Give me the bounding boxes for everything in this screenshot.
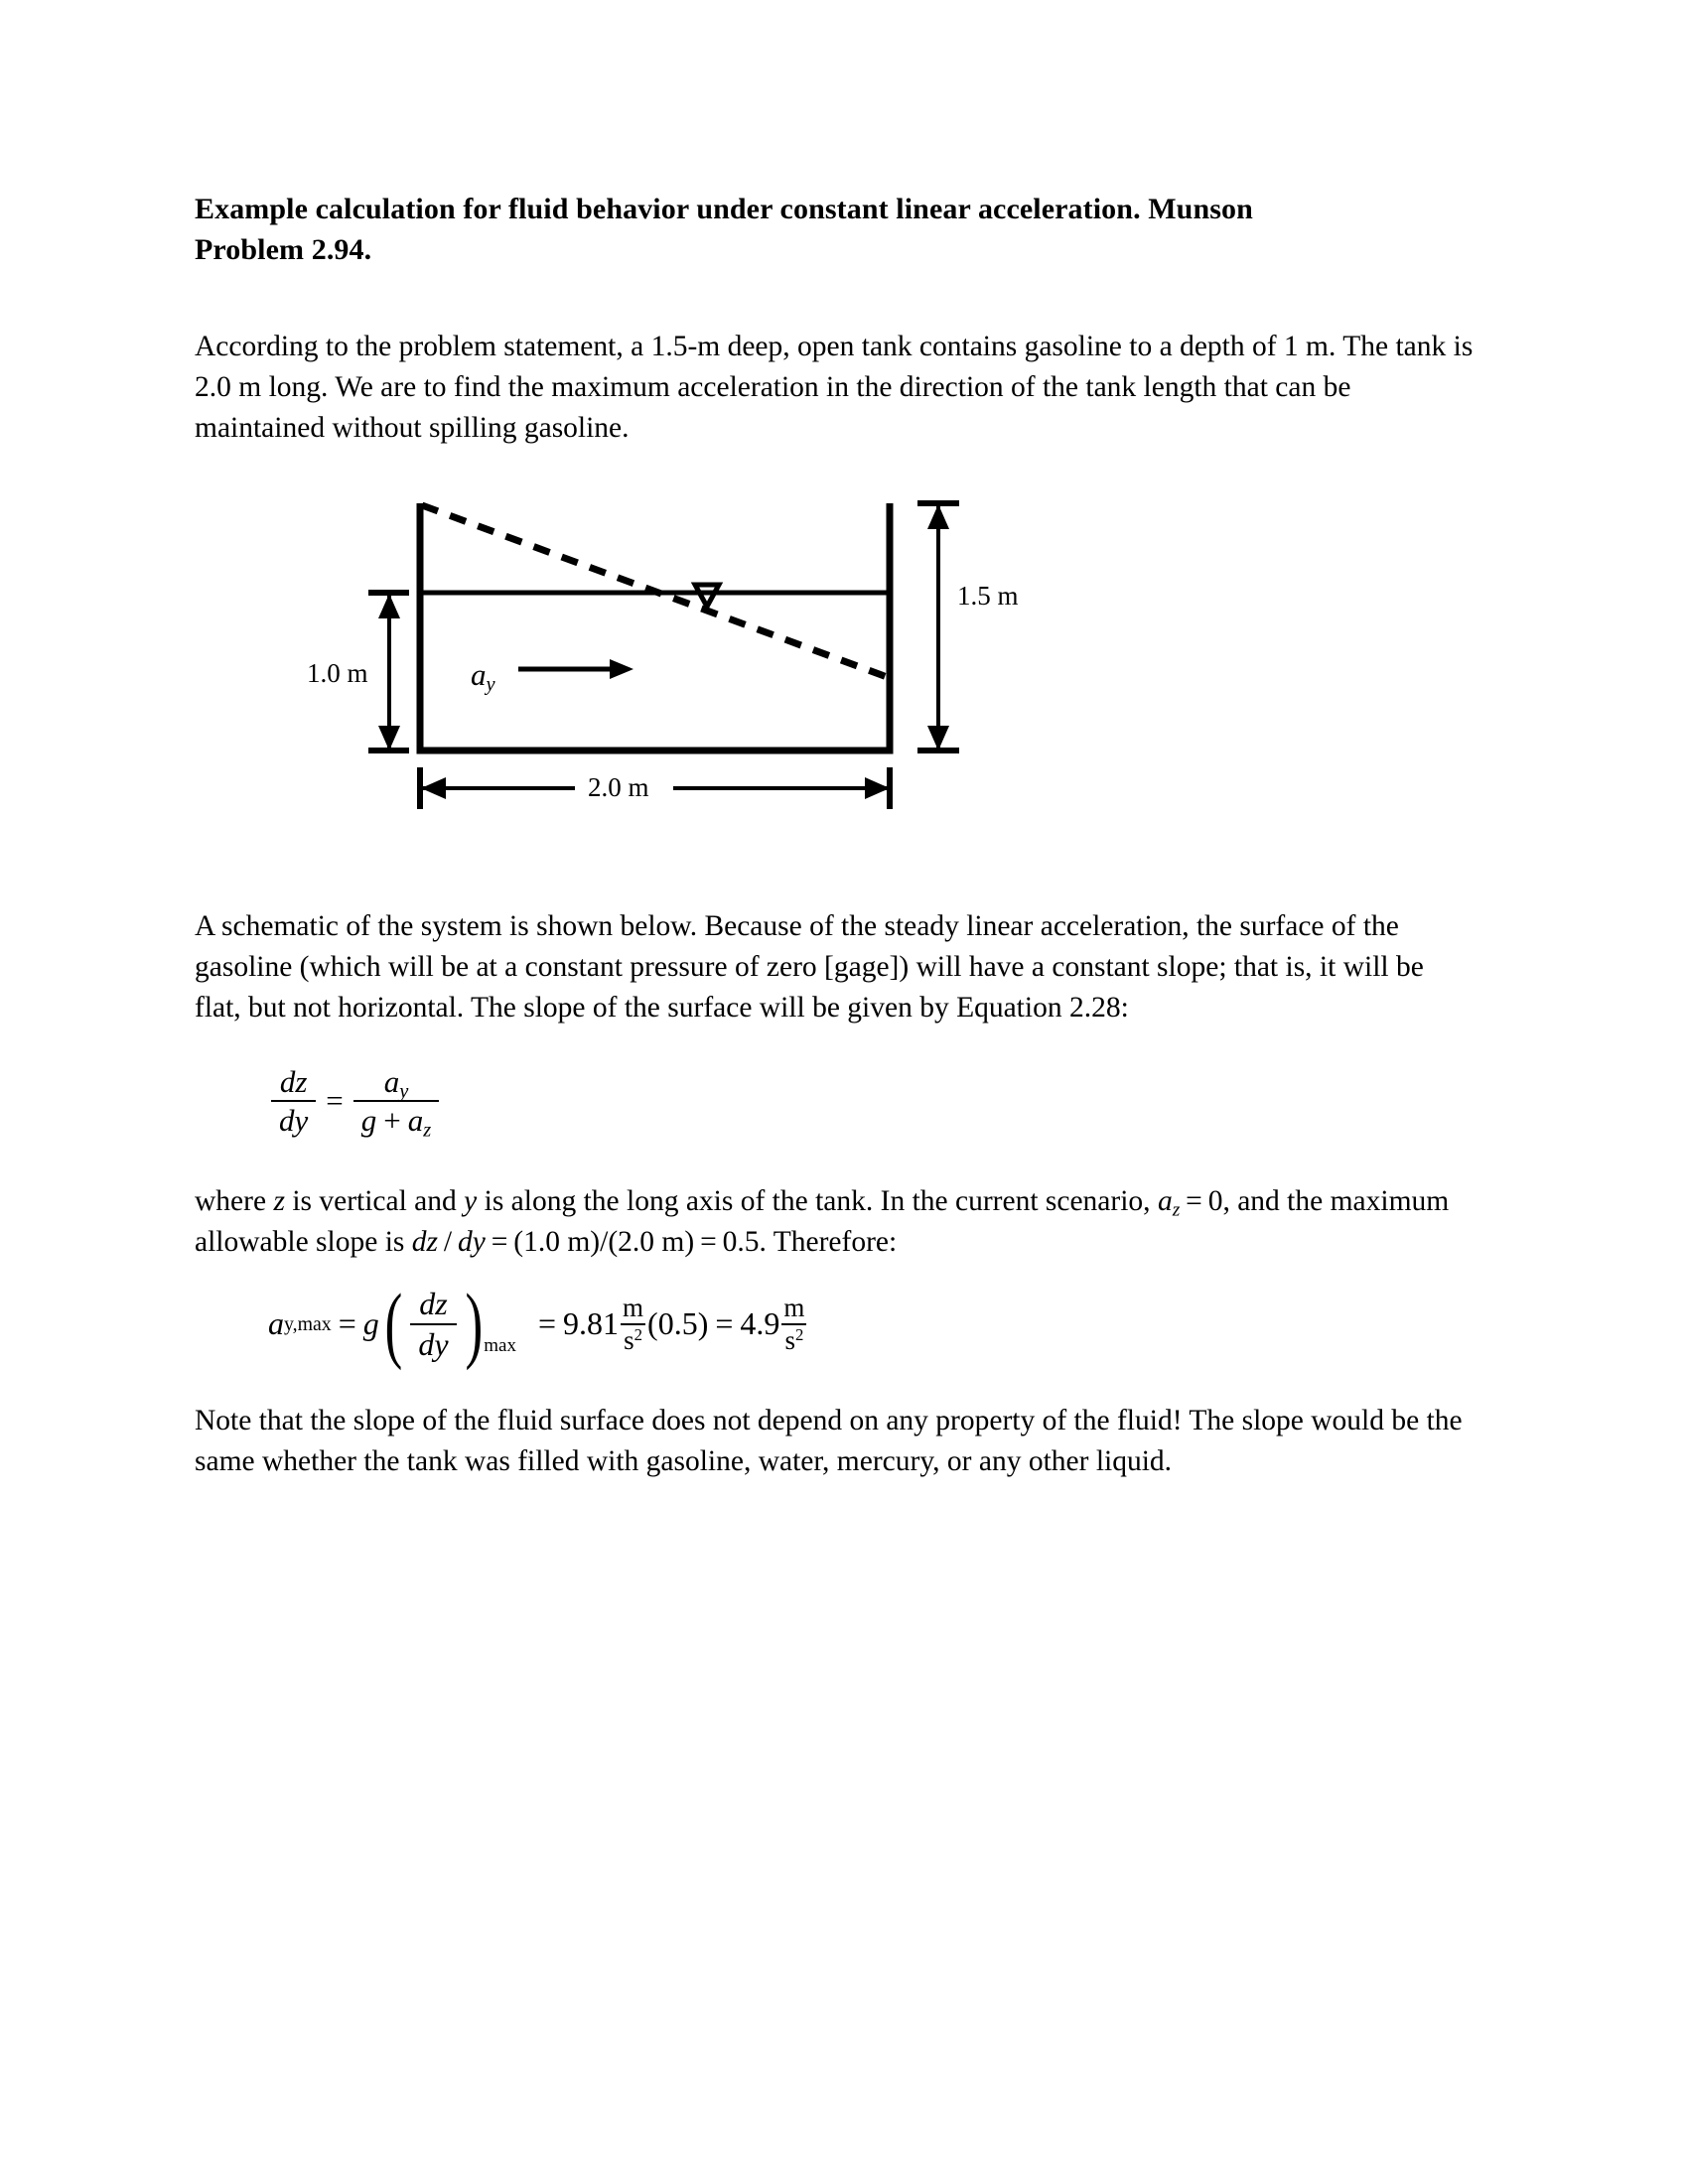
aymax-base: a	[268, 1305, 284, 1342]
dim-fluid-depth-arrow-down	[378, 726, 400, 751]
spacer	[195, 271, 1485, 327]
g-symbol: g	[360, 1103, 377, 1139]
slope-slash: /	[437, 1225, 458, 1258]
eq2-equals-3: =	[715, 1305, 734, 1342]
dim-total-depth-label: 1.5 m	[957, 580, 1019, 611]
eq2-paren-subscript: max	[484, 1335, 516, 1357]
az-sub: z	[423, 1119, 432, 1142]
slope-value: = (1.0 m)/(2.0 m) = 0.5	[485, 1225, 760, 1258]
plus-operator: +	[383, 1103, 401, 1139]
where-var-z: z	[273, 1184, 285, 1217]
slope-d1: d	[411, 1225, 427, 1258]
ay-base: a	[383, 1063, 400, 1099]
equation-slope-rhs-fraction	[353, 1063, 439, 1142]
equation-slope	[195, 1063, 1485, 1142]
equation-slope-lhs-numerator	[272, 1065, 316, 1100]
spacer	[195, 450, 1485, 489]
where-seg-4: , and the maximum allowable slope is	[195, 1184, 1450, 1258]
eq2-unit-1-denominator	[621, 1323, 645, 1354]
dim-length-arrow-right	[865, 777, 890, 799]
equation-max-acceleration	[195, 1276, 1485, 1372]
equation-slope-rhs-denominator	[353, 1100, 439, 1142]
eq2-dy-y: y	[434, 1325, 449, 1362]
acceleration-label-subscript: y	[486, 673, 495, 696]
spacer	[195, 1029, 1485, 1065]
slope-d2: d	[458, 1225, 473, 1258]
eq2-result-value: 4.9	[740, 1305, 780, 1342]
where-az-sub: z	[1172, 1198, 1181, 1220]
eq2-unit-1-numerator: m	[623, 1293, 644, 1323]
spacer	[195, 1138, 1485, 1181]
where-seg-2: is vertical and	[284, 1184, 465, 1217]
eq2-unit-2	[780, 1294, 807, 1354]
az-base: a	[407, 1103, 424, 1139]
eq2-dz-z: z	[435, 1286, 448, 1322]
equation-slope-expression	[268, 1063, 442, 1142]
eq2-unit-2-numerator: m	[783, 1293, 805, 1323]
eq2-g-symbol: g	[362, 1305, 379, 1342]
eq2-paren-close: )	[465, 1276, 483, 1372]
document-content	[195, 189, 1485, 1483]
slope-y: y	[472, 1225, 486, 1258]
dim-length-arrow-left	[421, 777, 446, 799]
where-seg-5: . Therefore:	[759, 1225, 898, 1258]
where-paragraph	[195, 1181, 1476, 1264]
tank-schematic-drawing	[307, 489, 1118, 837]
where-az-base: a	[1157, 1184, 1173, 1217]
page-title-line-2: Problem 2.94.	[195, 233, 372, 267]
eq2-equals-1: =	[338, 1305, 356, 1342]
eq2-dy-d: d	[418, 1325, 435, 1362]
eq2-dzdy-fraction	[410, 1287, 456, 1361]
eq2-unit-1-den-base: s	[624, 1324, 634, 1355]
equation-slope-lhs-denominator	[271, 1100, 316, 1137]
dy-y: y	[294, 1103, 309, 1139]
equation-slope-equals: =	[326, 1083, 344, 1119]
where-az-expression	[1157, 1184, 1223, 1220]
eq2-unit-2-den-base: s	[784, 1324, 795, 1355]
dz-z: z	[295, 1063, 308, 1099]
closing-paragraph: Note that the slope of the fluid surface does not depend on any property of the fluid! The slope would be the same whether the tank was filled with gasoline, water, mercury, or any other liquid.	[195, 1405, 1463, 1478]
dim-total-depth-arrow-up	[927, 504, 949, 529]
tank-schematic-figure	[195, 489, 1485, 847]
where-seg-3: is along the long axis of the tank. In the current scenario,	[477, 1184, 1158, 1217]
ay-sub: y	[399, 1080, 409, 1103]
eq2-unit-1	[620, 1294, 646, 1354]
eq2-unit-2-den-exponent: 2	[794, 1324, 804, 1344]
eq2-slope-factor: (0.5)	[647, 1305, 709, 1342]
acceleration-label	[471, 656, 495, 696]
dim-fluid-depth-arrow-up	[378, 594, 400, 618]
page-title-line-1: Example calculation for fluid behavior under constant linear acceleration. Munson	[195, 193, 1253, 225]
dy-d: d	[279, 1103, 295, 1139]
schematic-paragraph: A schematic of the system is shown below. Because of the steady linear acceleration, the surface of the gasoline (which will be at a constant pressure of zero [gage]) will have a constant slope; that is, it will be flat, but not horizontal. The slope of the surface will be given by Equation 2.28:	[195, 909, 1424, 1024]
spacer	[195, 847, 1485, 906]
where-var-y: y	[464, 1184, 478, 1217]
equation-slope-rhs-numerator	[376, 1063, 417, 1103]
where-slope-expression	[412, 1226, 760, 1258]
dim-total-depth-arrow-down	[927, 726, 949, 751]
acceleration-arrow-head	[610, 659, 633, 679]
equation-slope-lhs-fraction	[271, 1065, 316, 1138]
eq2-unit-1-den-exponent: 2	[633, 1324, 642, 1344]
eq2-dz-d: d	[419, 1286, 436, 1322]
free-surface-triangle-icon	[695, 585, 719, 607]
dim-length-label: 2.0 m	[588, 771, 649, 802]
eq2-unit-2-denominator	[781, 1323, 806, 1354]
where-az-value: = 0	[1180, 1184, 1223, 1217]
acceleration-label-base: a	[471, 656, 487, 692]
eq2-paren-open: (	[384, 1276, 402, 1372]
eq2-value-g: 9.81	[563, 1305, 620, 1342]
eq2-dzdy-numerator	[411, 1287, 455, 1323]
eq2-equals-2: =	[537, 1305, 557, 1342]
page-title	[195, 189, 1366, 271]
eq2-dzdy-denominator	[410, 1323, 456, 1362]
intro-paragraph: According to the problem statement, a 1.5-m deep, open tank contains gasoline to a depth of 1 m. The tank is 2.0 m long. We are to find the maximum acceleration in the direction of the tank length that can be maintained without spilling gasoline.	[195, 330, 1474, 445]
eq2-parenthesized-derivative	[379, 1276, 516, 1372]
equation-max-acceleration-expression: a y,max = g ( $\frac{dz}{dy}$ ) max = 9.81 $\frac{m}{s^2}$ (0.5) = 4.9 $\frac{m}{s^2}$	[268, 1287, 808, 1361]
dz-d: d	[279, 1063, 296, 1099]
dim-fluid-depth-label: 1.0 m	[307, 657, 368, 688]
tank-schematic-svg	[324, 489, 1118, 837]
where-seg-1: where	[195, 1184, 274, 1217]
slope-z: z	[426, 1225, 438, 1258]
